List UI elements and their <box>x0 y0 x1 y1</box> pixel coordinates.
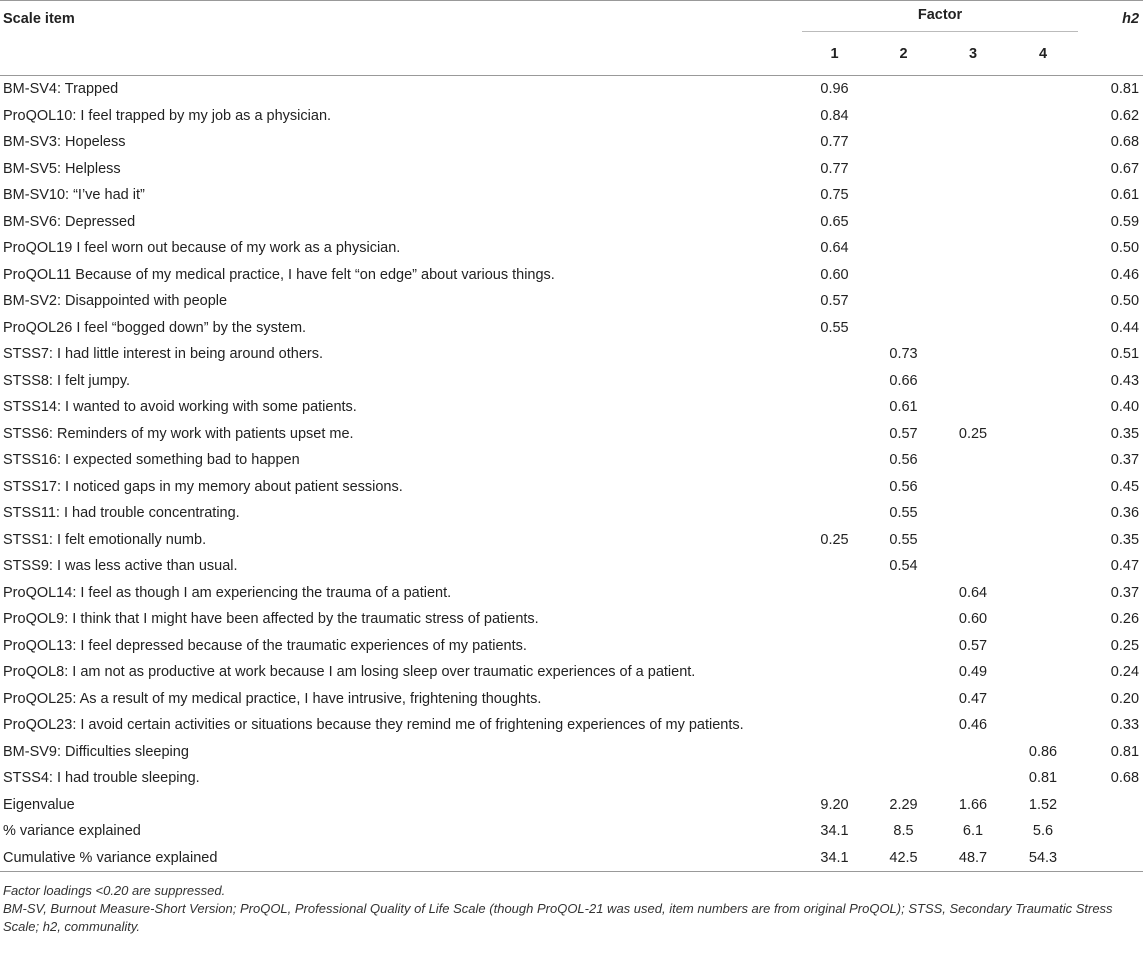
factor-4-cell <box>1008 341 1078 368</box>
factor-4-cell <box>1008 421 1078 448</box>
table-row <box>0 421 1143 448</box>
factor-3-cell <box>938 315 1008 342</box>
note-abbreviations: BM-SV, Burnout Measure-Short Version; ProQOL, Professional Quality of Life Scale (though ProQOL-21 was used, item numbers are from original ProQOL); STSS, Secondary Traumatic Stress Scale; h2, communality. <box>3 901 1113 934</box>
factor-1-cell: 0.64 <box>820 240 849 257</box>
factor-2-cell <box>869 580 938 607</box>
factor-2-cell <box>869 712 938 739</box>
factor-2-cell: 8.5 <box>893 823 914 840</box>
factor-2-cell <box>869 235 938 262</box>
factor-4-cell: 5.6 <box>1032 823 1054 840</box>
scale-item-cell: BM-SV2: Disappointed with people <box>3 293 228 310</box>
factor-1-cell <box>800 686 869 713</box>
factor-4-cell <box>1008 527 1078 554</box>
factor-1-cell: 0.77 <box>820 160 849 177</box>
table-row <box>0 368 1143 395</box>
factor-4-cell <box>1008 368 1078 395</box>
factor-col-2-header: 2 <box>869 32 938 76</box>
scale-item-cell: STSS1: I felt emotionally numb. <box>3 531 207 548</box>
factor-3-cell <box>938 765 1008 792</box>
factor-1-cell <box>800 712 869 739</box>
table-row <box>0 739 1143 766</box>
factor-2-cell: 0.56 <box>889 452 918 469</box>
factor-1-cell <box>800 421 869 448</box>
factor-3-cell <box>938 156 1008 183</box>
factor-4-cell <box>1008 659 1078 686</box>
h2-cell: 0.37 <box>1110 584 1140 601</box>
table-row <box>0 845 1143 872</box>
factor-1-cell <box>800 580 869 607</box>
factor-2-cell <box>869 103 938 130</box>
factor-2-cell: 2.29 <box>889 796 918 813</box>
factor-1-cell: 0.77 <box>820 134 849 151</box>
factor-2-cell: 0.66 <box>889 372 918 389</box>
factor-3-cell <box>938 129 1008 156</box>
factor-2-cell <box>869 765 938 792</box>
h2-cell: 0.68 <box>1110 134 1140 151</box>
factor-2-cell <box>869 606 938 633</box>
factor-col-3-header: 3 <box>938 32 1008 76</box>
scale-item-cell: BM-SV6: Depressed <box>3 213 136 230</box>
factor-3-cell <box>938 500 1008 527</box>
factor-col-4-header: 4 <box>1008 32 1078 76</box>
factor-4-cell <box>1008 580 1078 607</box>
table-row <box>0 553 1143 580</box>
factor-3-cell <box>938 527 1008 554</box>
scale-item-cell: ProQOL26 I feel “bogged down” by the system. <box>3 319 307 336</box>
factor-2-cell: 0.55 <box>889 531 918 548</box>
table-row <box>0 447 1143 474</box>
scale-item-cell: STSS7: I had little interest in being around others. <box>3 346 323 363</box>
factor-3-cell: 0.47 <box>958 690 988 707</box>
h2-cell: 0.25 <box>1110 637 1140 654</box>
factor-1-cell <box>800 553 869 580</box>
h2-cell: 0.35 <box>1110 425 1140 442</box>
table-row <box>0 341 1143 368</box>
h2-cell: 0.43 <box>1110 372 1140 389</box>
h2-cell: 0.45 <box>1110 478 1140 495</box>
scale-item-cell: ProQOL23: I avoid certain activities or situations because they remind me of frightening experiences of my patients. <box>3 717 744 734</box>
table-row <box>0 818 1143 845</box>
scale-item-header: Scale item <box>0 1 800 76</box>
scale-item-cell: ProQOL9: I think that I might have been affected by the traumatic stress of patients. <box>3 611 539 628</box>
factor-1-cell <box>800 474 869 501</box>
factor-2-cell: 0.73 <box>889 346 918 363</box>
factor-2-cell: 0.54 <box>889 558 918 575</box>
table-row <box>0 686 1143 713</box>
scale-item-cell: STSS16: I expected something bad to happen <box>3 452 300 469</box>
scale-item-cell: ProQOL10: I feel trapped by my job as a physician. <box>3 107 332 124</box>
factor-2-cell: 0.57 <box>889 425 918 442</box>
factor-2-cell <box>869 209 938 236</box>
table-row <box>0 527 1143 554</box>
h2-cell: 0.50 <box>1110 293 1140 310</box>
factor-3-cell <box>938 341 1008 368</box>
scale-item-cell: BM-SV3: Hopeless <box>3 134 126 151</box>
h2-cell: 0.62 <box>1110 107 1140 124</box>
note-suppression: Factor loadings <0.20 are suppressed. <box>3 883 226 898</box>
factor-4-cell <box>1008 209 1078 236</box>
factor-1-cell: 0.57 <box>820 293 849 310</box>
factor-1-cell <box>800 394 869 421</box>
table-row <box>0 394 1143 421</box>
table-row <box>0 129 1143 156</box>
table-body <box>0 76 1143 872</box>
factor-4-cell: 1.52 <box>1028 796 1058 813</box>
factor-2-cell: 42.5 <box>869 845 938 872</box>
factor-4-cell <box>1008 447 1078 474</box>
table-row <box>0 288 1143 315</box>
factor-3-cell: 6.1 <box>962 823 984 840</box>
scale-item-cell: % variance explained <box>3 823 141 840</box>
scale-item-cell: STSS11: I had trouble concentrating. <box>3 505 240 522</box>
scale-item-cell: ProQOL19 I feel worn out because of my work as a physician. <box>3 240 401 257</box>
factor-2-cell: 0.56 <box>889 478 918 495</box>
h2-cell: 0.46 <box>1110 266 1140 283</box>
table-row <box>0 633 1143 660</box>
factor-3-cell <box>938 739 1008 766</box>
table-notes <box>0 872 1143 936</box>
factor-4-cell <box>1008 182 1078 209</box>
h2-cell: 0.81 <box>1110 81 1140 98</box>
h2-cell: 0.47 <box>1110 558 1140 575</box>
factor-4-cell <box>1008 129 1078 156</box>
factor-4-cell <box>1008 474 1078 501</box>
factor-4-cell <box>1008 156 1078 183</box>
factor-4-cell <box>1008 288 1078 315</box>
table-row <box>0 500 1143 527</box>
h2-cell: 0.24 <box>1110 664 1140 681</box>
table-row <box>0 712 1143 739</box>
scale-item-cell: STSS6: Reminders of my work with patients upset me. <box>3 425 354 442</box>
factor-3-cell <box>938 553 1008 580</box>
factor-2-cell <box>869 686 938 713</box>
factor-3-cell <box>938 262 1008 289</box>
table-row <box>0 76 1143 103</box>
factor-2-cell <box>869 262 938 289</box>
factor-1-cell <box>800 633 869 660</box>
table-row <box>0 474 1143 501</box>
table-row <box>0 792 1143 819</box>
factor-1-cell: 0.25 <box>820 531 849 548</box>
factor-4-cell: 0.81 <box>1028 770 1058 787</box>
factor-3-cell <box>938 394 1008 421</box>
factor-3-cell: 0.49 <box>958 664 988 681</box>
table-row <box>0 156 1143 183</box>
factor-1-cell <box>800 606 869 633</box>
factor-3-cell: 0.57 <box>958 637 988 654</box>
scale-item-cell: BM-SV4: Trapped <box>3 81 119 98</box>
factor-1-cell: 0.96 <box>820 81 849 98</box>
scale-item-cell: BM-SV5: Helpless <box>3 160 121 177</box>
factor-2-cell <box>869 315 938 342</box>
scale-item-cell: STSS14: I wanted to avoid working with some patients. <box>3 399 357 416</box>
factor-4-cell <box>1008 500 1078 527</box>
table-row <box>0 262 1143 289</box>
factor-1-cell: 34.1 <box>820 823 849 840</box>
factor-4-cell: 0.86 <box>1028 743 1058 760</box>
h2-cell: 0.51 <box>1110 346 1140 363</box>
factor-2-cell <box>869 659 938 686</box>
factor-2-cell <box>869 633 938 660</box>
h2-cell: 0.37 <box>1110 452 1140 469</box>
scale-item-cell: BM-SV10: “I’ve had it” <box>3 187 145 204</box>
table-row <box>0 606 1143 633</box>
factor-3-cell <box>938 209 1008 236</box>
scale-item-cell: ProQOL13: I feel depressed because of the traumatic experiences of my patients. <box>3 637 527 654</box>
factor-3-cell <box>938 235 1008 262</box>
factor-1-cell <box>800 368 869 395</box>
factor-4-cell: 54.3 <box>1008 845 1078 872</box>
factor-1-cell <box>800 341 869 368</box>
factor-3-cell <box>938 447 1008 474</box>
h2-cell: 0.40 <box>1110 399 1140 416</box>
factor-4-cell <box>1008 394 1078 421</box>
factor-3-cell: 0.64 <box>958 584 988 601</box>
factor-3-cell <box>938 474 1008 501</box>
h2-cell: 0.35 <box>1110 531 1140 548</box>
factor-3-cell <box>938 368 1008 395</box>
factor-3-cell: 48.7 <box>938 845 1008 872</box>
table-row <box>0 315 1143 342</box>
factor-1-cell: 0.75 <box>820 187 849 204</box>
factor-3-cell <box>938 103 1008 130</box>
factor-3-cell <box>938 288 1008 315</box>
h2-cell: 0.26 <box>1110 611 1140 628</box>
factor-4-cell <box>1008 553 1078 580</box>
scale-item-cell: BM-SV9: Difficulties sleeping <box>3 743 189 760</box>
factor-header <box>800 1 1078 33</box>
h2-header: h2 <box>1078 1 1143 76</box>
h2-cell: 0.81 <box>1110 743 1140 760</box>
factor-1-cell <box>800 739 869 766</box>
factor-3-cell: 0.25 <box>958 425 988 442</box>
h2-cell: 0.50 <box>1110 240 1140 257</box>
scale-item-cell: STSS9: I was less active than usual. <box>3 558 238 575</box>
factor-1-cell: 0.84 <box>820 107 849 124</box>
h2-cell: 0.59 <box>1110 213 1140 230</box>
factor-1-cell: 0.55 <box>820 319 849 336</box>
factor-1-cell: 34.1 <box>800 845 869 872</box>
factor-2-cell: 0.55 <box>889 505 918 522</box>
factor-4-cell <box>1008 712 1078 739</box>
h2-cell <box>1078 845 1143 872</box>
factor-3-cell: 1.66 <box>958 796 988 813</box>
factor-2-cell <box>869 156 938 183</box>
h2-cell: 0.67 <box>1110 160 1140 177</box>
factor-1-cell: 0.65 <box>820 213 849 230</box>
factor-3-cell: 0.46 <box>958 717 988 734</box>
factor-4-cell <box>1008 686 1078 713</box>
scale-item-cell: ProQOL11 Because of my medical practice, I have felt “on edge” about various things. <box>3 266 555 283</box>
h2-cell: 0.68 <box>1110 770 1140 787</box>
factor-1-cell <box>800 447 869 474</box>
scale-item-cell: ProQOL14: I feel as though I am experiencing the trauma of a patient. <box>3 584 452 601</box>
h2-cell: 0.33 <box>1110 717 1140 734</box>
table-row <box>0 765 1143 792</box>
factor-4-cell <box>1008 606 1078 633</box>
h2-cell <box>1078 792 1143 819</box>
h2-cell: 0.20 <box>1110 690 1140 707</box>
scale-item-cell: ProQOL25: As a result of my medical practice, I have intrusive, frightening thoughts. <box>3 690 542 707</box>
table-row <box>0 580 1143 607</box>
factor-3-cell <box>938 182 1008 209</box>
scale-item-cell: STSS8: I felt jumpy. <box>3 372 131 389</box>
factor-4-cell <box>1008 235 1078 262</box>
table-row <box>0 659 1143 686</box>
h2-cell: 0.44 <box>1110 319 1140 336</box>
factor-1-cell: 9.20 <box>820 796 849 813</box>
factor-2-cell: 0.61 <box>889 399 918 416</box>
factor-3-cell <box>938 76 1008 103</box>
table-row <box>0 235 1143 262</box>
factor-4-cell <box>1008 262 1078 289</box>
factor-2-cell <box>869 129 938 156</box>
factor-2-cell <box>869 739 938 766</box>
factor-4-cell <box>1008 315 1078 342</box>
factor-header-label: Factor <box>917 7 963 23</box>
factor-1-cell <box>800 500 869 527</box>
factor-3-cell: 0.60 <box>958 611 988 628</box>
factor-1-cell: 0.60 <box>820 266 849 283</box>
factor-2-cell <box>869 76 938 103</box>
scale-item-cell: ProQOL8: I am not as productive at work because I am losing sleep over traumatic experiences of a patient. <box>3 664 696 681</box>
factor-4-cell <box>1008 103 1078 130</box>
scale-item-cell: STSS17: I noticed gaps in my memory about patient sessions. <box>3 478 403 495</box>
factor-2-cell <box>869 182 938 209</box>
h2-cell: 0.61 <box>1110 187 1140 204</box>
scale-item-cell: Cumulative % variance explained <box>0 845 800 872</box>
factor-2-cell <box>869 288 938 315</box>
factor-1-cell <box>800 659 869 686</box>
scale-item-cell: STSS4: I had trouble sleeping. <box>3 770 200 787</box>
table-row <box>0 103 1143 130</box>
scale-item-cell: Eigenvalue <box>3 796 75 813</box>
factor-4-cell <box>1008 633 1078 660</box>
factor-col-1-header: 1 <box>800 32 869 76</box>
table-row <box>0 209 1143 236</box>
h2-cell <box>1078 818 1143 845</box>
table-row <box>0 182 1143 209</box>
factor-1-cell <box>800 765 869 792</box>
factor-4-cell <box>1008 76 1078 103</box>
h2-cell: 0.36 <box>1110 505 1140 522</box>
